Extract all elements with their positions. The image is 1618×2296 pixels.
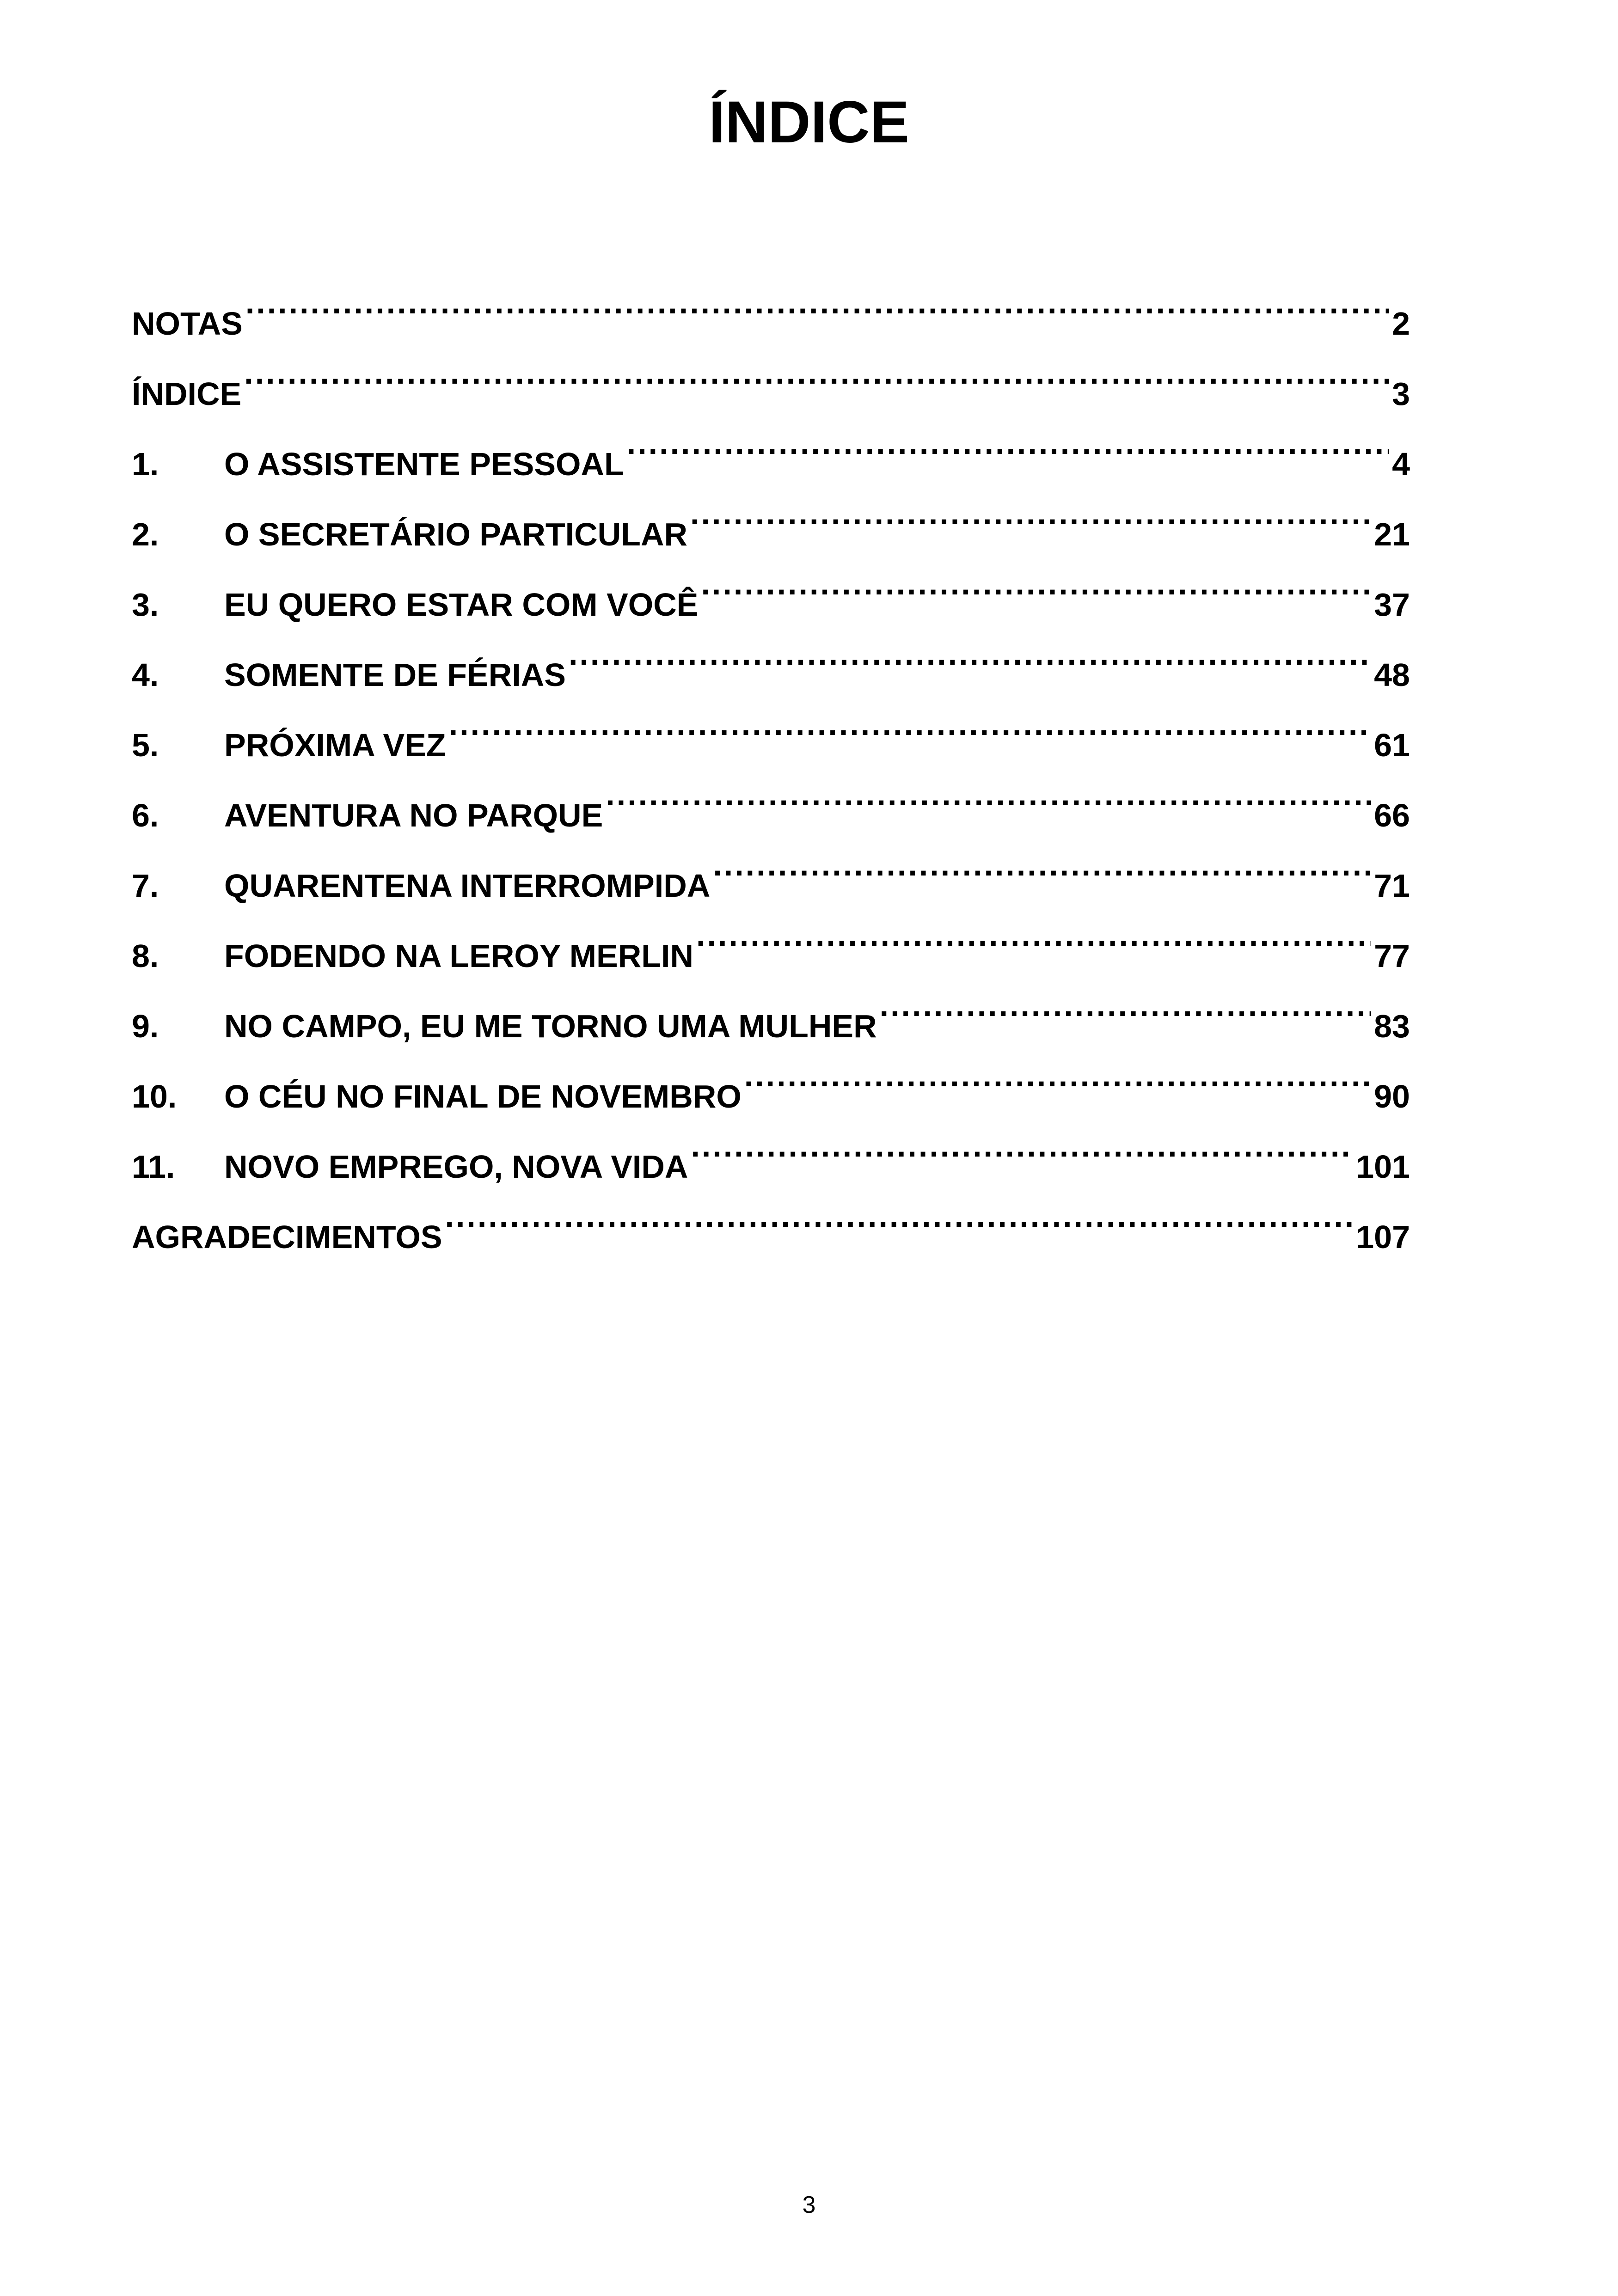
toc-entry-title: PRÓXIMA VEZ <box>224 727 446 763</box>
toc-entry[interactable] <box>132 778 1410 849</box>
toc-entry-title: AVENTURA NO PARQUE <box>224 797 603 833</box>
page-title: ÍNDICE <box>709 89 909 155</box>
toc-leader-dots <box>696 919 1371 967</box>
toc-leader-dots <box>691 1130 1353 1178</box>
toc-entry-page: 66 <box>1374 797 1410 833</box>
toc-entry[interactable] <box>132 568 1410 638</box>
toc-entry-page: 107 <box>1356 1219 1410 1255</box>
toc-entry[interactable] <box>132 638 1410 708</box>
toc-entry-page: 61 <box>1374 727 1410 763</box>
toc-entry-page: 48 <box>1374 657 1410 693</box>
toc-entry-title: ÍNDICE <box>132 376 242 412</box>
toc-entry-page: 90 <box>1374 1078 1410 1114</box>
toc-entry-number: 11. <box>132 1149 175 1185</box>
toc-entry[interactable] <box>132 427 1410 497</box>
toc-leader-dots <box>701 568 1371 616</box>
toc-entry-page: 2 <box>1392 306 1410 342</box>
toc-leader-dots <box>606 778 1371 827</box>
toc-entry-title: O SECRETÁRIO PARTICULAR <box>224 516 688 552</box>
toc-leader-dots <box>627 427 1389 475</box>
toc-entry-number: 6. <box>132 797 159 833</box>
toc-entry-page: 4 <box>1392 446 1410 482</box>
toc-leader-dots <box>445 1200 1354 1248</box>
toc-entry-title: AGRADECIMENTOS <box>132 1219 442 1255</box>
toc-entry[interactable] <box>132 497 1410 568</box>
toc-entry-page: 77 <box>1374 938 1410 974</box>
toc-entry-number: 1. <box>132 446 159 482</box>
toc-leader-dots <box>744 1059 1371 1108</box>
toc-entry-title: NOTAS <box>132 306 243 342</box>
toc-entry[interactable] <box>132 287 1410 357</box>
toc-entry-title: NO CAMPO, EU ME TORNO UMA MULHER <box>224 1008 877 1044</box>
toc-entry-number: 3. <box>132 587 159 623</box>
toc-leader-dots <box>245 287 1389 335</box>
toc-entry-page: 3 <box>1392 376 1410 412</box>
toc-entry-title: SOMENTE DE FÉRIAS <box>224 657 566 693</box>
toc-leader-dots <box>690 497 1371 545</box>
toc-entry-page: 37 <box>1374 587 1410 623</box>
toc-leader-dots <box>244 357 1389 405</box>
page-number: 3 <box>802 2192 816 2218</box>
toc-entry-number: 7. <box>132 868 159 904</box>
toc-entry-page: 101 <box>1356 1149 1410 1185</box>
toc-entry-title: NOVO EMPREGO, NOVA VIDA <box>224 1149 688 1185</box>
toc-entry[interactable] <box>132 919 1410 989</box>
toc-entry[interactable] <box>132 849 1410 919</box>
toc-entry-page: 21 <box>1374 516 1410 552</box>
toc-entry-number: 2. <box>132 516 159 552</box>
toc-entry-number: 8. <box>132 938 159 974</box>
toc-entry-page: 83 <box>1374 1008 1410 1044</box>
toc-entry-title: O CÉU NO FINAL DE NOVEMBRO <box>224 1078 742 1114</box>
toc-leader-dots <box>569 638 1371 686</box>
toc-entry[interactable] <box>132 1200 1410 1270</box>
toc-entry-number: 10. <box>132 1078 177 1114</box>
toc-leader-dots <box>449 708 1371 756</box>
toc-entry-number: 9. <box>132 1008 159 1044</box>
toc-entry[interactable] <box>132 989 1410 1059</box>
toc-entry[interactable] <box>132 708 1410 778</box>
toc-entry-title: QUARENTENA INTERROMPIDA <box>224 868 711 904</box>
toc-entry-title: EU QUERO ESTAR COM VOCÊ <box>224 587 699 623</box>
toc-entry-title: FODENDO NA LEROY MERLIN <box>224 938 694 974</box>
toc-entry-number: 5. <box>132 727 159 763</box>
toc-entry[interactable] <box>132 1130 1410 1200</box>
toc-entry[interactable] <box>132 1059 1410 1130</box>
toc-entry-number: 4. <box>132 657 159 693</box>
toc-entry-title: O ASSISTENTE PESSOAL <box>224 446 624 482</box>
table-of-contents <box>132 287 1410 1270</box>
toc-leader-dots <box>713 849 1371 897</box>
toc-entry[interactable] <box>132 357 1410 427</box>
toc-leader-dots <box>880 989 1371 1037</box>
toc-entry-page: 71 <box>1374 868 1410 904</box>
